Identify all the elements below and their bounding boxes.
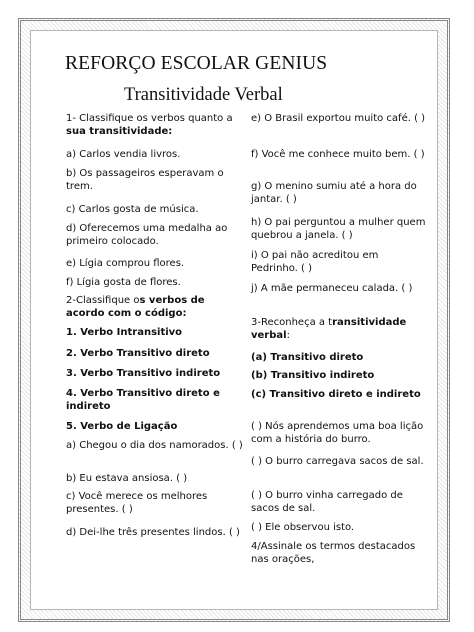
item-1f: f) Lígia gosta de flores. [66,277,181,288]
sentence-4: ( ) Ele observou isto. [251,522,355,533]
item-1b: b) Os passageiros esperavam o trem. [66,168,224,192]
code-3: 3. Verbo Transitivo indireto [66,368,221,379]
code-1: 1. Verbo Intransitivo [66,327,183,338]
question-4: 4/Assinale os termos destacados nas orações, [251,541,416,565]
item-2f: f) Você me conhece muito bem. ( ) [251,149,425,160]
item-2i: i) O pai não acreditou em Pedrinho. ( ) [251,250,379,274]
code-2: 2. Verbo Transitivo direto [66,348,210,359]
page-subtitle: Transitividade Verbal [124,85,283,105]
item-2h: h) O pai perguntou a mulher quem quebrou a janela. ( ) [251,217,426,241]
option-a: (a) Transitivo direto [251,352,364,363]
item-2e: e) O Brasil exportou muito café. ( ) [251,113,426,124]
option-b: (b) Transitivo indireto [251,370,375,381]
code-5: 5. Verbo de Ligação [66,421,178,432]
question-2-emphasis: s verbos de acordo com o código: [66,295,205,319]
question-3-emphasis: ransitividade verbal [251,317,407,341]
item-2j: j) A mãe permaneceu calada. ( ) [251,283,413,294]
item-2b: b) Eu estava ansiosa. ( ) [66,473,188,484]
item-1e: e) Lígia comprou flores. [66,258,185,269]
item-1c: c) Carlos gosta de música. [66,204,199,215]
sentence-2: ( ) O burro carregava sacos de sal. [251,456,424,467]
sentence-1: ( ) Nós aprendemos uma boa lição com a história do burro. [251,421,424,445]
item-2c: c) Você merece os melhores presentes. ( ) [66,491,208,515]
question-3-colon: : [286,330,290,341]
option-c: (c) Transitivo direto e indireto [251,389,421,400]
question-2-text: 2-Classifique o [66,295,140,306]
item-2g: g) O menino sumiu até a hora do jantar. ( ) [251,181,417,205]
question-1 [66,112,244,138]
item-1d: d) Oferecemos uma medalha ao primeiro colocado. [66,223,228,247]
question-3 [251,316,427,342]
page-title: REFORÇO ESCOLAR GENIUS [65,53,328,74]
question-2 [66,294,244,320]
question-3-text: 3-Reconheça a t [251,317,333,328]
item-1a: a) Carlos vendia livros. [66,149,181,160]
item-2d: d) Dei-lhe três presentes lindos. ( ) [66,527,240,538]
item-2a: a) Chegou o dia dos namorados. ( ) [66,440,243,451]
question-1-emphasis: sua transitividade: [66,126,173,137]
sentence-3: ( ) O burro vinha carregado de sacos de sal. [251,490,403,514]
code-4: 4. Verbo Transitivo direto e indireto [66,388,220,412]
question-1-text: 1- Classifique os verbos quanto a [66,113,233,124]
